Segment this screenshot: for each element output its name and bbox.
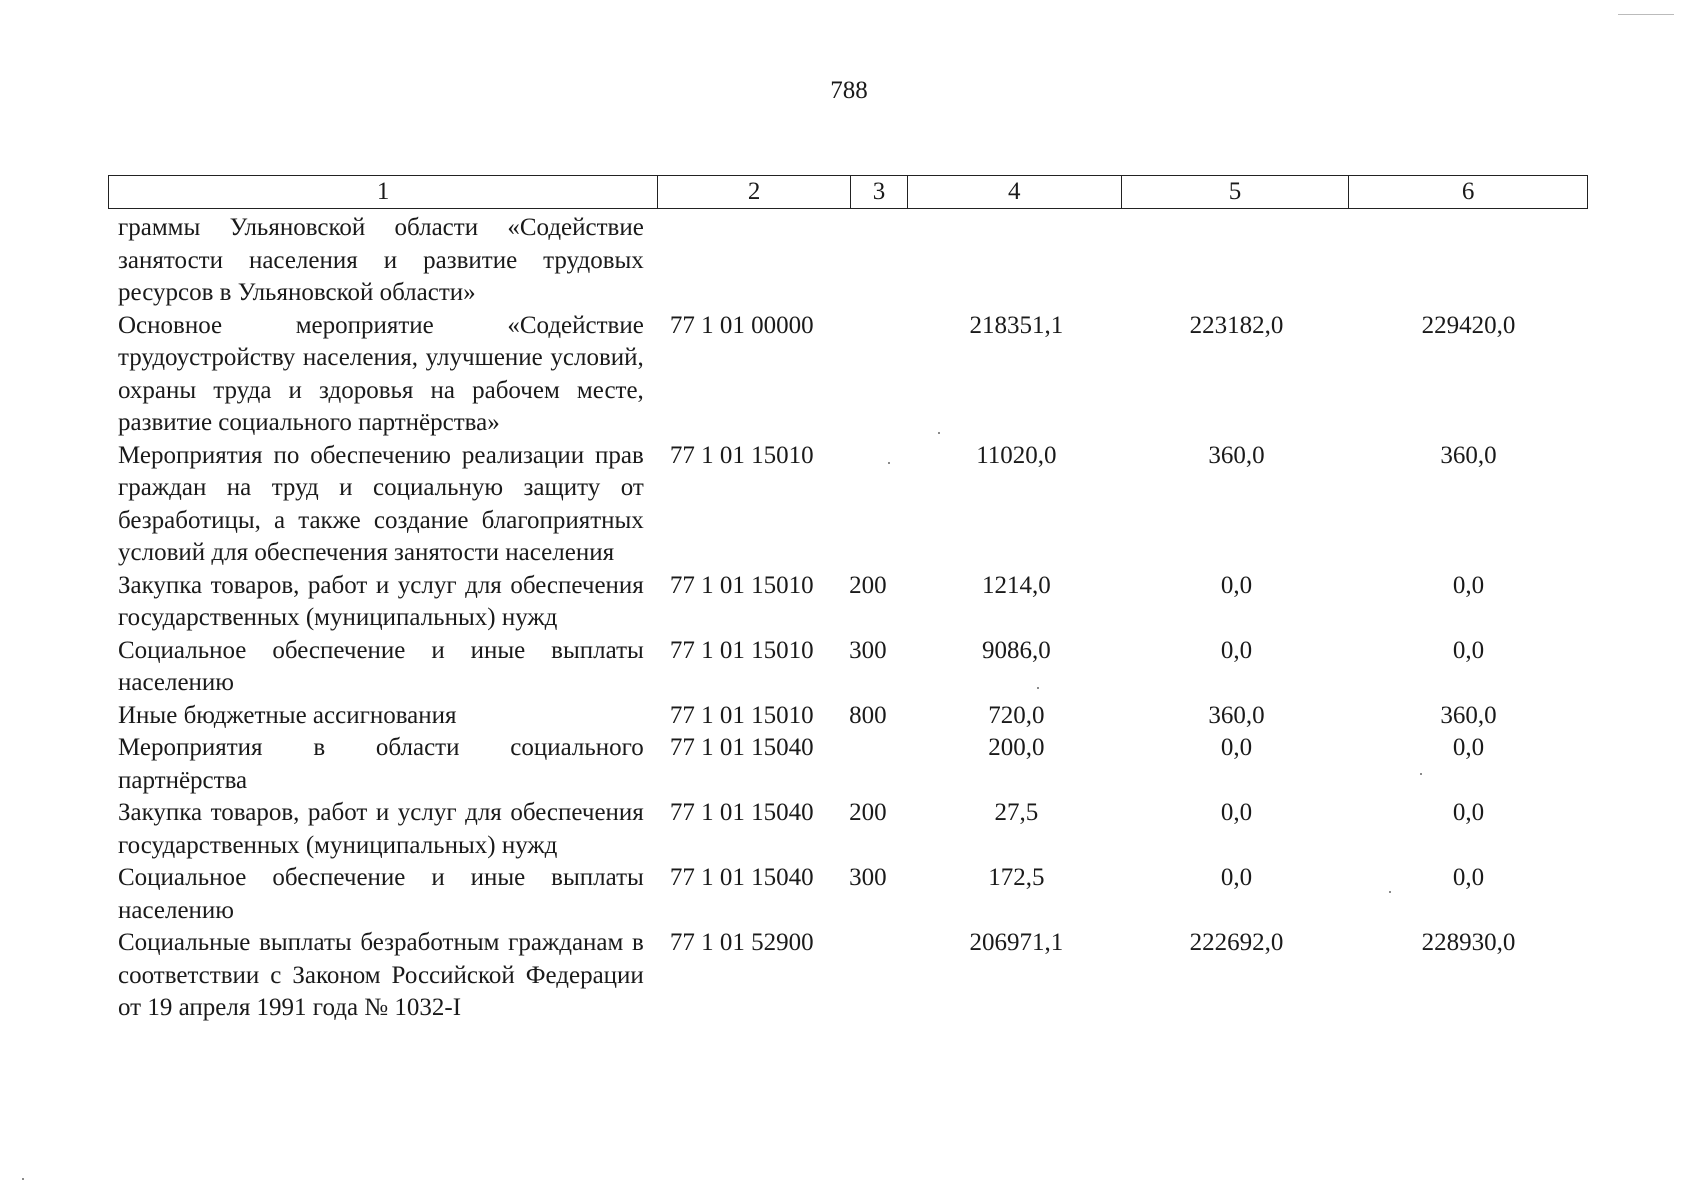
table-row xyxy=(118,927,1588,1025)
scan-speck xyxy=(1420,773,1422,775)
row-value-col6: 0,0 xyxy=(1452,571,1485,599)
row-value-col6: 0,0 xyxy=(1452,734,1485,761)
row-expense-type: 200 xyxy=(849,571,887,599)
scan-speck xyxy=(22,1178,24,1180)
row-expense-type: 800 xyxy=(849,701,887,729)
row-code: 77 1 01 15010 xyxy=(669,571,814,599)
row-value-col5: 0,0 xyxy=(1220,864,1253,891)
table-row xyxy=(118,862,1588,927)
row-code: 77 1 01 15010 xyxy=(669,441,814,469)
table-row xyxy=(118,635,1588,700)
row-name: Социальные выплаты безработным гражданам в соответствии с Законом Российской Федерации от 19 апреля 1991 года № 1032-I xyxy=(118,929,644,1021)
row-value-col5: 223182,0 xyxy=(1189,311,1284,339)
header-col-1: 1 xyxy=(109,176,658,208)
scan-speck xyxy=(1037,687,1039,689)
header-col-6: 6 xyxy=(1461,178,1475,205)
row-name: Закупка товаров, работ и услуг для обеспечения государственных (муниципальных) нужд xyxy=(118,799,644,859)
header-col-5: 5 xyxy=(1122,176,1350,208)
row-code: 77 1 01 52900 xyxy=(669,929,814,956)
row-expense-type xyxy=(849,212,909,310)
row-expense-type xyxy=(849,732,909,797)
table-row xyxy=(118,700,1588,733)
scan-edge-mark xyxy=(1618,14,1674,15)
row-name: Закупка товаров, работ и услуг для обеспечения государственных (муниципальных) нужд xyxy=(118,571,644,631)
row-value-col6: 360,0 xyxy=(1440,441,1497,469)
row-value-col6 xyxy=(1349,212,1588,310)
header-col-2: 2 xyxy=(658,176,851,208)
row-code xyxy=(670,212,849,310)
row-expense-type xyxy=(849,310,909,440)
table-header-row xyxy=(108,175,1588,209)
row-value-col6: 360,0 xyxy=(1440,701,1497,729)
row-value-col4 xyxy=(909,212,1124,310)
row-code: 77 1 01 00000 xyxy=(669,311,814,339)
row-value-col4: 206971,1 xyxy=(969,929,1064,956)
row-code: 77 1 01 15040 xyxy=(669,734,814,761)
row-value-col4: 218351,1 xyxy=(969,311,1064,339)
table-row xyxy=(118,440,1588,570)
row-value-col4: 1214,0 xyxy=(981,571,1051,599)
table-body xyxy=(118,212,1588,1025)
row-name: Социальное обеспечение и иные выплаты населению xyxy=(118,864,644,924)
row-value-col5: 0,0 xyxy=(1220,636,1253,664)
row-code: 77 1 01 15040 xyxy=(669,864,814,891)
scan-speck xyxy=(1389,891,1391,893)
row-value-col4: 11020,0 xyxy=(976,441,1057,469)
row-expense-type xyxy=(849,440,909,570)
row-value-col5: 0,0 xyxy=(1220,734,1253,761)
row-value-col5: 0,0 xyxy=(1220,799,1253,826)
row-value-col6: 0,0 xyxy=(1452,799,1485,826)
row-value-col4: 9086,0 xyxy=(981,636,1051,664)
scan-speck xyxy=(888,462,890,464)
row-name: Основное мероприятие «Содействие трудоустройству населения, улучшение условий, охраны труда и здоровья на рабочем месте, развитие социального партнёрства» xyxy=(118,311,644,436)
row-value-col4: 200,0 xyxy=(988,734,1045,761)
row-expense-type: 300 xyxy=(849,636,887,664)
row-code: 77 1 01 15010 xyxy=(669,636,814,664)
row-name: Мероприятия по обеспечению реализации прав граждан на труд и социальную защиту от безработицы, а также создание благоприятных условий для обеспечения занятости населения xyxy=(118,441,644,566)
row-code: 77 1 01 15010 xyxy=(669,701,814,729)
row-value-col6: 228930,0 xyxy=(1421,929,1516,956)
row-value-col5: 0,0 xyxy=(1220,571,1253,599)
row-value-col4: 720,0 xyxy=(988,701,1045,729)
table-row xyxy=(118,570,1588,635)
page-number: 788 xyxy=(830,77,868,104)
row-value-col6: 229420,0 xyxy=(1421,311,1516,339)
header-col-3: 3 xyxy=(851,176,908,208)
row-expense-type: 200 xyxy=(849,799,887,826)
row-code: 77 1 01 15040 xyxy=(669,799,814,826)
row-name: граммы Ульяновской области «Содействие занятости населения и развитие трудовых ресурсов в Ульяновской области» xyxy=(118,214,644,306)
row-value-col5: 360,0 xyxy=(1208,441,1265,469)
row-name: Социальное обеспечение и иные выплаты населению xyxy=(118,636,644,696)
row-value-col6: 0,0 xyxy=(1452,864,1485,891)
row-value-col4: 172,5 xyxy=(988,864,1045,891)
row-name: Иные бюджетные ассигнования xyxy=(118,701,457,729)
row-name: Мероприятия в области социального партнёрства xyxy=(118,734,644,794)
table-row xyxy=(118,732,1588,797)
row-expense-type xyxy=(849,927,909,1025)
table-row xyxy=(118,212,1588,310)
row-value-col6: 0,0 xyxy=(1452,636,1485,664)
row-value-col5 xyxy=(1124,212,1349,310)
header-col-4: 4 xyxy=(908,176,1122,208)
table-row xyxy=(118,310,1588,440)
row-value-col5: 222692,0 xyxy=(1189,929,1284,956)
scan-speck xyxy=(938,432,940,434)
row-value-col4: 27,5 xyxy=(994,799,1039,826)
table-row xyxy=(118,797,1588,862)
row-expense-type: 300 xyxy=(849,864,887,891)
row-value-col5: 360,0 xyxy=(1208,701,1265,729)
